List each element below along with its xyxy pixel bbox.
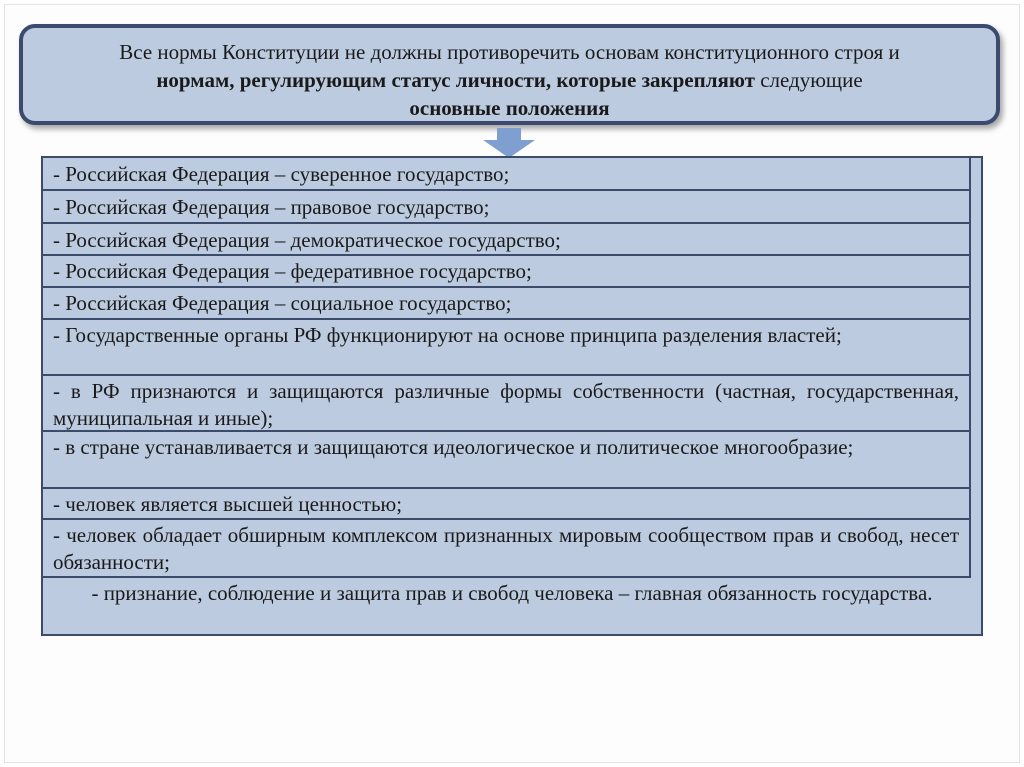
list-item: - признание, соблюдение и защита прав и свобод человека – главная обязанность государства.	[91, 581, 933, 605]
list-item: - Российская Федерация – демократическое государство;	[43, 224, 971, 256]
header-line-2	[23, 66, 996, 94]
header-line-2-bold: нормам, регулирующим статус личности, которые закрепляют	[156, 68, 755, 92]
list-item: - человек обладает обширным комплексом признанных мировым сообществом прав и свобод, несет обязанности;	[43, 520, 971, 578]
list-item: - человек является высшей ценностью;	[43, 489, 971, 520]
list-item: - в стране устанавливается и защищаются идеологическое и политическое многообразие;	[43, 432, 971, 489]
header-line-1: Все нормы Конституции не должны противоречить основам конституционного строя и	[119, 40, 900, 64]
list-item: - в РФ признаются и защищаются различные формы собственности (частная, государственная, муниципальная и иные);	[43, 376, 971, 432]
header-line-2-rest: следующие	[754, 68, 863, 92]
list-item: - Российская Федерация – социальное государство;	[43, 288, 971, 320]
header-box	[19, 24, 1000, 125]
header-line-3	[23, 94, 996, 122]
list-item: - Государственные органы РФ функционируют на основе принципа разделения властей;	[43, 320, 971, 376]
list-item: - Российская Федерация – правовое государство;	[43, 191, 971, 224]
principles-list	[41, 156, 983, 636]
list-item: - Российская Федерация – суверенное государство;	[43, 158, 971, 191]
down-arrow-icon	[479, 128, 539, 158]
header-line-3-bold: основные положения	[409, 96, 610, 120]
list-item: - Российская Федерация – федеративное государство;	[43, 256, 971, 288]
